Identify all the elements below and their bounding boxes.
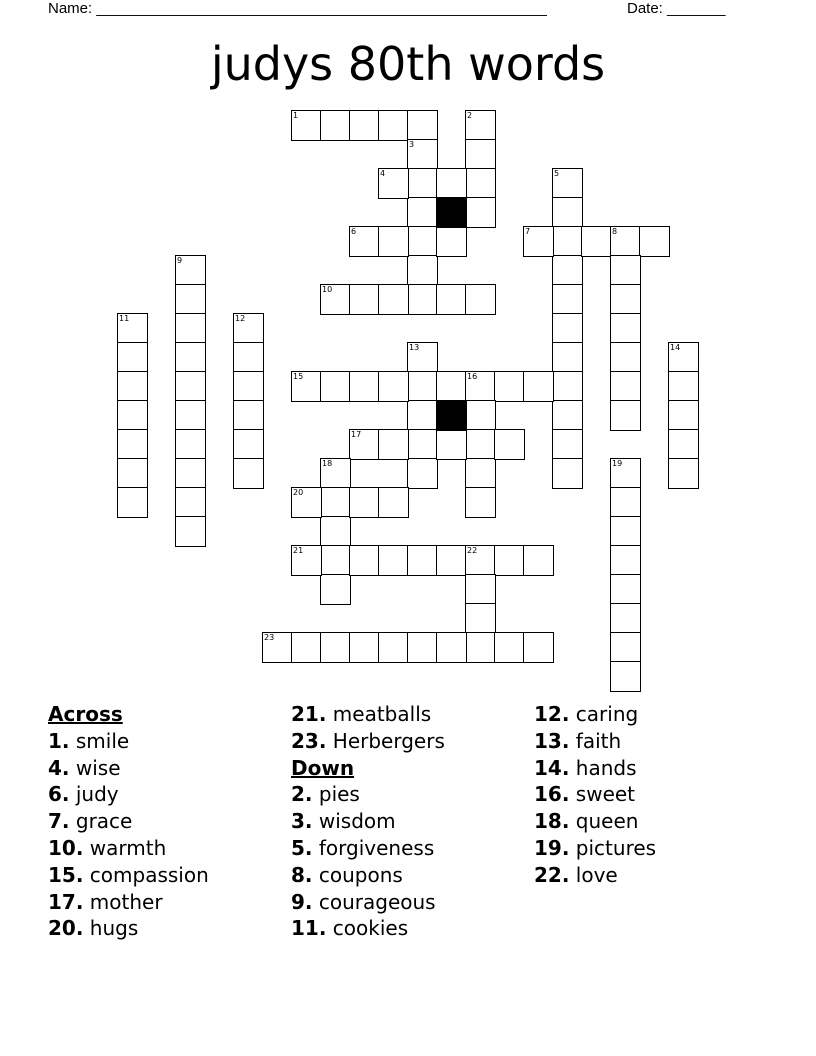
grid-cell[interactable] bbox=[610, 284, 641, 315]
cell-number: 5 bbox=[554, 169, 560, 178]
grid-cell[interactable] bbox=[175, 429, 206, 460]
grid-cell[interactable] bbox=[291, 487, 322, 518]
clue-column-1 bbox=[48, 701, 209, 942]
grid-cell[interactable] bbox=[378, 487, 409, 518]
down-clue bbox=[291, 889, 445, 916]
across-clue bbox=[48, 781, 209, 808]
grid-cell[interactable] bbox=[523, 371, 554, 402]
grid-cell[interactable] bbox=[320, 284, 351, 315]
grid-cell[interactable] bbox=[610, 545, 641, 576]
clue-text: cookies bbox=[332, 916, 409, 941]
grid-cell[interactable] bbox=[117, 458, 148, 489]
grid-cell[interactable] bbox=[378, 632, 409, 663]
across-clue bbox=[48, 835, 209, 862]
grid-cell[interactable] bbox=[349, 371, 380, 402]
clue-text: queen bbox=[575, 809, 639, 834]
grid-cell[interactable] bbox=[407, 458, 438, 489]
grid-cell[interactable] bbox=[552, 313, 583, 344]
across-clue bbox=[48, 808, 209, 835]
grid-cell[interactable] bbox=[407, 139, 438, 170]
grid-cell[interactable] bbox=[233, 429, 264, 460]
down-clue bbox=[534, 755, 656, 782]
grid-cell[interactable] bbox=[175, 255, 206, 286]
across-clue bbox=[48, 889, 209, 916]
cell-number: 13 bbox=[409, 343, 420, 352]
clue-text: hands bbox=[575, 755, 637, 780]
clue-number: 2. bbox=[291, 782, 313, 807]
clue-text: wisdom bbox=[318, 809, 396, 834]
clue-number: 12. bbox=[534, 702, 570, 726]
grid-cell[interactable] bbox=[117, 313, 148, 344]
clue-number: 4. bbox=[48, 755, 70, 780]
grid-cell[interactable] bbox=[639, 226, 670, 257]
grid-cell[interactable] bbox=[668, 371, 699, 402]
grid-cell[interactable] bbox=[552, 284, 583, 315]
cell-number: 4 bbox=[380, 169, 386, 178]
grid-cell[interactable] bbox=[175, 284, 206, 315]
across-clue bbox=[48, 755, 209, 782]
grid-cell[interactable] bbox=[262, 632, 293, 663]
grid-cell[interactable] bbox=[407, 226, 438, 257]
grid-cell[interactable] bbox=[407, 545, 438, 576]
clue-text: grace bbox=[75, 809, 133, 834]
clue-number: 8. bbox=[291, 862, 313, 887]
grid-cell[interactable] bbox=[610, 313, 641, 344]
grid-cell[interactable] bbox=[407, 255, 438, 286]
grid-cell[interactable] bbox=[378, 284, 409, 315]
grid-cell[interactable] bbox=[349, 226, 380, 257]
grid-cell[interactable] bbox=[320, 371, 351, 402]
clue-text: forgiveness bbox=[318, 835, 435, 860]
clue-text: pictures bbox=[575, 835, 657, 860]
cell-number: 14 bbox=[670, 343, 681, 352]
grid-cell[interactable] bbox=[436, 168, 467, 199]
grid-cell[interactable] bbox=[175, 458, 206, 489]
down-clue bbox=[534, 862, 656, 889]
grid-cell[interactable] bbox=[349, 284, 380, 315]
grid-cell[interactable] bbox=[494, 371, 525, 402]
clue-column-2 bbox=[291, 701, 445, 942]
cell-number: 2 bbox=[467, 111, 473, 120]
grid-cell[interactable] bbox=[436, 284, 467, 315]
cell-number: 10 bbox=[322, 285, 333, 294]
grid-cell[interactable] bbox=[436, 371, 467, 402]
page-title: judys 80th words bbox=[210, 37, 606, 91]
black-square bbox=[436, 197, 467, 228]
grid-cell[interactable] bbox=[233, 458, 264, 489]
clue-text: mother bbox=[89, 889, 163, 914]
grid-cell[interactable] bbox=[291, 632, 322, 663]
grid-cell[interactable] bbox=[610, 632, 641, 663]
grid-cell[interactable] bbox=[465, 197, 496, 228]
grid-cell[interactable] bbox=[378, 226, 409, 257]
grid-cell[interactable] bbox=[378, 371, 409, 402]
clue-number: 7. bbox=[48, 809, 70, 834]
down-clue bbox=[534, 781, 656, 808]
down-clue bbox=[534, 808, 656, 835]
grid-cell[interactable] bbox=[320, 110, 351, 141]
grid-cell[interactable] bbox=[320, 487, 351, 518]
cell-number: 15 bbox=[293, 372, 304, 381]
grid-cell[interactable] bbox=[610, 342, 641, 373]
cell-number: 9 bbox=[177, 256, 183, 265]
across-clue bbox=[48, 862, 209, 889]
grid-cell[interactable] bbox=[117, 429, 148, 460]
down-clue bbox=[291, 862, 445, 889]
grid-cell[interactable] bbox=[291, 110, 322, 141]
grid-cell[interactable] bbox=[436, 429, 467, 460]
grid-cell[interactable] bbox=[610, 226, 641, 257]
grid-cell[interactable] bbox=[610, 661, 641, 692]
clue-text: love bbox=[575, 862, 618, 887]
grid-cell[interactable] bbox=[610, 516, 641, 547]
grid-cell[interactable] bbox=[610, 574, 641, 605]
grid-cell[interactable] bbox=[494, 632, 525, 663]
across-clue bbox=[48, 728, 209, 755]
cell-number: 17 bbox=[351, 430, 362, 439]
cell-number: 22 bbox=[467, 546, 478, 555]
down-heading: Down bbox=[291, 755, 355, 780]
clue-number: 6. bbox=[48, 782, 70, 807]
cell-number: 20 bbox=[293, 488, 304, 497]
cell-number: 6 bbox=[351, 227, 357, 236]
grid-cell[interactable] bbox=[668, 400, 699, 431]
grid-cell[interactable] bbox=[349, 632, 380, 663]
clue-number: 16. bbox=[534, 782, 570, 807]
grid-cell[interactable] bbox=[552, 429, 583, 460]
grid-cell[interactable] bbox=[610, 487, 641, 518]
grid-cell[interactable] bbox=[233, 400, 264, 431]
grid-cell[interactable] bbox=[233, 371, 264, 402]
cell-number: 7 bbox=[525, 227, 531, 236]
clue-text: meatballs bbox=[332, 702, 432, 726]
clue-text: coupons bbox=[318, 862, 403, 887]
grid-cell[interactable] bbox=[117, 487, 148, 518]
across-clue bbox=[48, 915, 209, 942]
grid-cell[interactable] bbox=[407, 110, 438, 141]
clue-number: 11. bbox=[291, 916, 327, 941]
grid-cell[interactable] bbox=[378, 168, 409, 199]
down-clue bbox=[291, 835, 445, 862]
grid-cell[interactable] bbox=[668, 429, 699, 460]
grid-cell[interactable] bbox=[668, 342, 699, 373]
grid-cell[interactable] bbox=[465, 429, 496, 460]
grid-cell[interactable] bbox=[407, 632, 438, 663]
grid-cell[interactable] bbox=[610, 371, 641, 402]
clue-number: 3. bbox=[291, 809, 313, 834]
clue-text: courageous bbox=[318, 889, 436, 914]
grid-cell[interactable] bbox=[349, 110, 380, 141]
grid-cell[interactable] bbox=[378, 429, 409, 460]
grid-cell[interactable] bbox=[320, 458, 351, 489]
down-clue bbox=[534, 835, 656, 862]
grid-cell[interactable] bbox=[465, 139, 496, 170]
clue-column-3 bbox=[534, 701, 656, 889]
cell-number: 18 bbox=[322, 459, 333, 468]
clue-text: faith bbox=[575, 728, 622, 753]
cell-number: 1 bbox=[293, 111, 299, 120]
grid-cell[interactable] bbox=[494, 429, 525, 460]
clue-number: 10. bbox=[48, 835, 84, 860]
black-square bbox=[436, 400, 467, 431]
grid-cell[interactable] bbox=[436, 226, 467, 257]
grid-cell[interactable] bbox=[610, 400, 641, 431]
grid-cell[interactable] bbox=[523, 545, 554, 576]
grid-cell[interactable] bbox=[320, 632, 351, 663]
clue-number: 22. bbox=[534, 862, 570, 887]
cell-number: 19 bbox=[612, 459, 623, 468]
grid-cell[interactable] bbox=[465, 400, 496, 431]
across-clue bbox=[291, 728, 445, 755]
clue-number: 13. bbox=[534, 728, 570, 753]
grid-cell[interactable] bbox=[349, 429, 380, 460]
grid-cell[interactable] bbox=[552, 226, 583, 257]
clue-number: 1. bbox=[48, 728, 70, 753]
grid-cell[interactable] bbox=[175, 313, 206, 344]
grid-cell[interactable] bbox=[494, 545, 525, 576]
grid-cell[interactable] bbox=[668, 458, 699, 489]
across-heading: Across bbox=[48, 702, 123, 726]
clue-text: hugs bbox=[89, 916, 139, 941]
grid-cell[interactable] bbox=[436, 545, 467, 576]
grid-cell[interactable] bbox=[349, 545, 380, 576]
clue-text: sweet bbox=[575, 782, 636, 807]
cell-number: 21 bbox=[293, 546, 304, 555]
grid-cell[interactable] bbox=[436, 632, 467, 663]
clue-number: 21. bbox=[291, 702, 327, 726]
grid-cell[interactable] bbox=[175, 487, 206, 518]
grid-cell[interactable] bbox=[233, 313, 264, 344]
grid-cell[interactable] bbox=[291, 545, 322, 576]
down-clue bbox=[291, 781, 445, 808]
grid-cell[interactable] bbox=[407, 371, 438, 402]
clue-text: smile bbox=[75, 728, 130, 753]
clue-text: warmth bbox=[89, 835, 167, 860]
grid-cell[interactable] bbox=[320, 574, 351, 605]
grid-cell[interactable] bbox=[407, 429, 438, 460]
grid-cell[interactable] bbox=[407, 197, 438, 228]
grid-cell[interactable] bbox=[552, 168, 583, 199]
grid-cell[interactable] bbox=[175, 342, 206, 373]
date-field-label: Date: _______ bbox=[627, 0, 726, 17]
grid-cell[interactable] bbox=[552, 400, 583, 431]
grid-cell[interactable] bbox=[378, 545, 409, 576]
grid-cell[interactable] bbox=[465, 632, 496, 663]
grid-cell[interactable] bbox=[465, 371, 496, 402]
grid-cell[interactable] bbox=[465, 574, 496, 605]
grid-cell[interactable] bbox=[465, 458, 496, 489]
grid-cell[interactable] bbox=[407, 342, 438, 373]
grid-cell[interactable] bbox=[523, 226, 554, 257]
clue-text: wise bbox=[75, 755, 121, 780]
grid-cell[interactable] bbox=[378, 110, 409, 141]
grid-cell[interactable] bbox=[465, 284, 496, 315]
grid-cell[interactable] bbox=[610, 458, 641, 489]
grid-cell[interactable] bbox=[465, 545, 496, 576]
grid-cell[interactable] bbox=[349, 487, 380, 518]
grid-cell[interactable] bbox=[175, 371, 206, 402]
clue-number: 5. bbox=[291, 835, 313, 860]
grid-cell[interactable] bbox=[552, 342, 583, 373]
grid-cell[interactable] bbox=[291, 371, 322, 402]
grid-cell[interactable] bbox=[552, 458, 583, 489]
clue-number: 15. bbox=[48, 862, 84, 887]
clue-text: judy bbox=[75, 782, 119, 807]
down-clue bbox=[291, 915, 445, 942]
clue-number: 14. bbox=[534, 755, 570, 780]
cell-number: 16 bbox=[467, 372, 478, 381]
grid-cell[interactable] bbox=[407, 400, 438, 431]
clue-text: compassion bbox=[89, 862, 209, 887]
grid-cell[interactable] bbox=[407, 284, 438, 315]
grid-cell[interactable] bbox=[465, 110, 496, 141]
grid-cell[interactable] bbox=[552, 255, 583, 286]
grid-cell[interactable] bbox=[465, 487, 496, 518]
grid-cell[interactable] bbox=[117, 400, 148, 431]
name-field-label: Name: ______________________________________________________ bbox=[48, 0, 547, 17]
grid-cell[interactable] bbox=[320, 516, 351, 547]
cell-number: 23 bbox=[264, 633, 275, 642]
cell-number: 3 bbox=[409, 140, 415, 149]
clue-number: 20. bbox=[48, 916, 84, 941]
cell-number: 11 bbox=[119, 314, 130, 323]
clue-number: 9. bbox=[291, 889, 313, 914]
clue-text: caring bbox=[575, 702, 639, 726]
clue-number: 23. bbox=[291, 728, 327, 753]
cell-number: 12 bbox=[235, 314, 246, 323]
clue-text: Herbergers bbox=[332, 728, 445, 753]
clue-number: 17. bbox=[48, 889, 84, 914]
grid-cell[interactable] bbox=[233, 342, 264, 373]
grid-cell[interactable] bbox=[610, 255, 641, 286]
grid-cell[interactable] bbox=[523, 632, 554, 663]
grid-cell[interactable] bbox=[175, 516, 206, 547]
down-clue bbox=[534, 701, 656, 728]
grid-cell[interactable] bbox=[320, 545, 351, 576]
cell-number: 8 bbox=[612, 227, 618, 236]
across-clue bbox=[291, 701, 445, 728]
grid-cell[interactable] bbox=[117, 371, 148, 402]
grid-cell[interactable] bbox=[465, 168, 496, 199]
grid-cell[interactable] bbox=[117, 342, 148, 373]
grid-cell[interactable] bbox=[407, 168, 438, 199]
clue-number: 19. bbox=[534, 835, 570, 860]
down-clue bbox=[291, 808, 445, 835]
clue-number: 18. bbox=[534, 809, 570, 834]
grid-cell[interactable] bbox=[175, 400, 206, 431]
down-clue bbox=[534, 728, 656, 755]
grid-cell[interactable] bbox=[581, 226, 612, 257]
grid-cell[interactable] bbox=[552, 197, 583, 228]
grid-cell[interactable] bbox=[465, 603, 496, 634]
grid-cell[interactable] bbox=[610, 603, 641, 634]
grid-cell[interactable] bbox=[552, 371, 583, 402]
clue-text: pies bbox=[318, 782, 360, 807]
